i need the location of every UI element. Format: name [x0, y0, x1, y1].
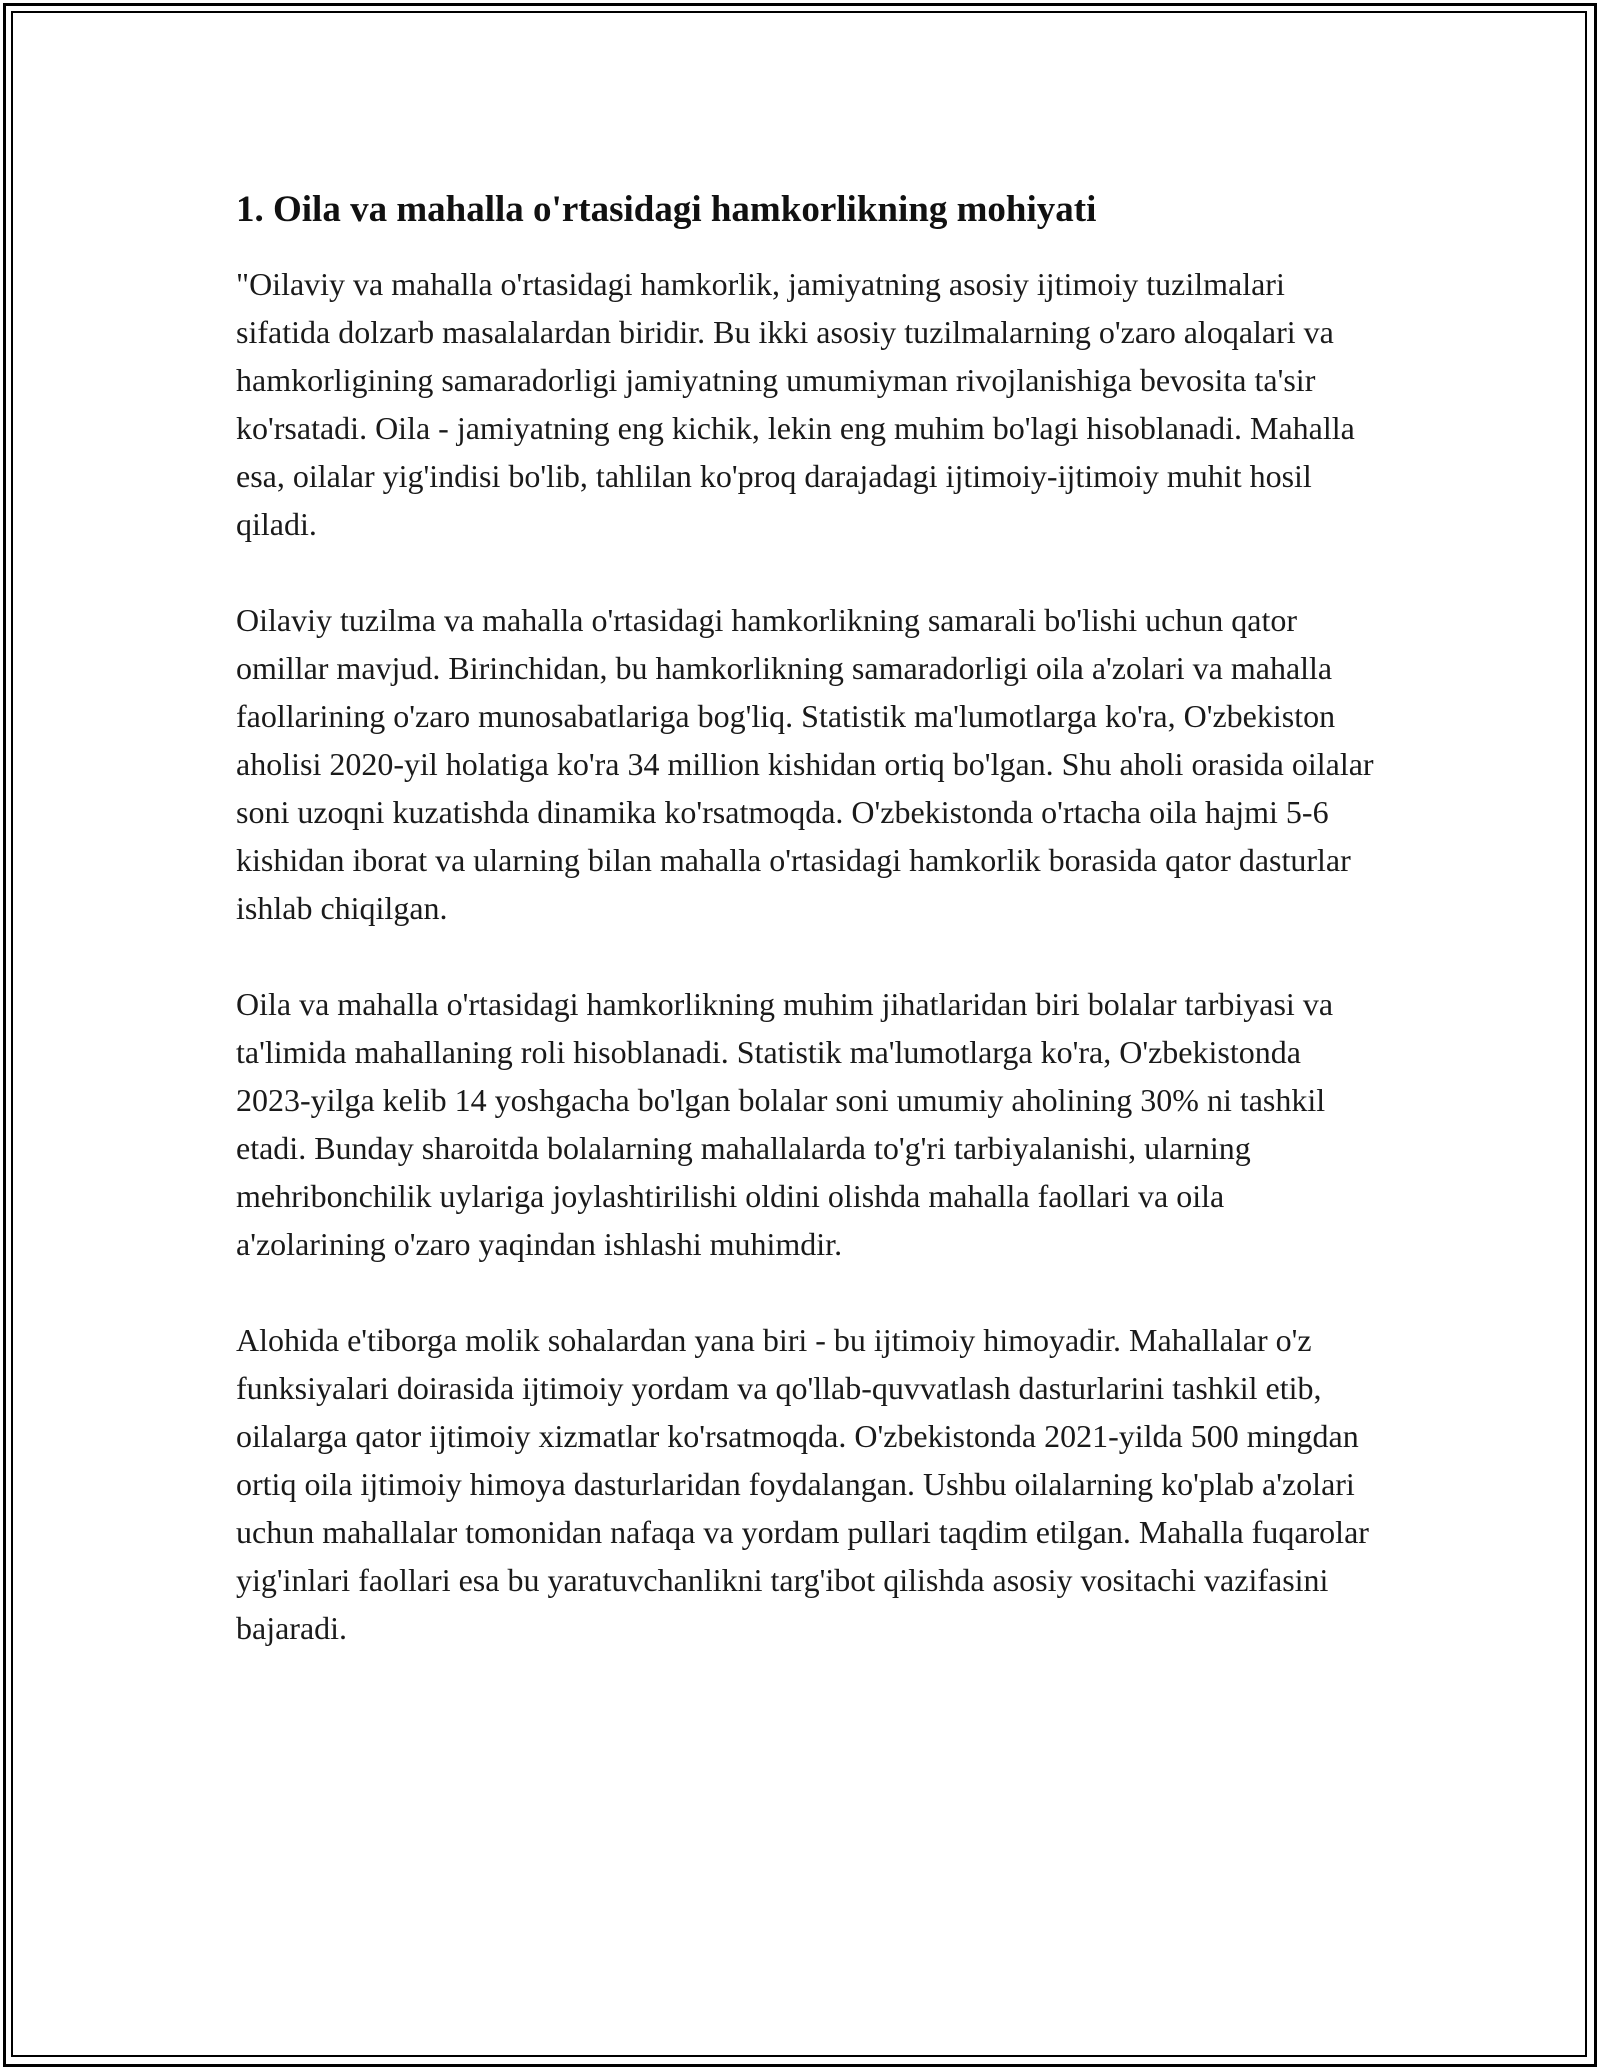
paragraph-3: Oila va mahalla o'rtasidagi hamkorlikning muhim jihatlaridan biri bolalar tarbiyasi va ta'limida mahallaning roli hisoblanadi. Statistik ma'lumotlarga ko'ra, O'zbekistonda 2023-yilga kelib 14 yoshgacha bo'lgan bolalar soni umumiy aholining 30% ni tashkil etadi. Bunday sharoitda bolalarning mahallalarda to'g'ri tarbiyalanishi, ularning mehribonchilik uylariga joylashtirilishi oldini olishda mahalla faollari va oila a'zolarining o'zaro yaqindan ishlashi muhimdir. — [236, 986, 1334, 1263]
paragraph-2: Oilaviy tuzilma va mahalla o'rtasidagi hamkorlikning samarali bo'lishi uchun qator omillar mavjud. Birinchidan, bu hamkorlikning samaradorligi oila a'zolari va mahalla faollarining o'zaro munosabatlariga bog'liq. Statistik ma'lumotlarga ko'ra, O'zbekiston aholisi 2020-yil holatiga ko'ra 34 million kishidan ortiq bo'lgan. Shu aholi orasida oilalar soni uzoqni kuzatishda dinamika ko'rsatmoqda. O'zbekistonda o'rtacha oila hajmi 5-6 kishidan iborat va ularning bilan mahalla o'rtasidagi hamkorlik borasida qator dasturlar ishlab chiqilgan. — [236, 602, 1374, 927]
paragraph-1: "Oilaviy va mahalla o'rtasidagi hamkorlik, jamiyatning asosiy ijtimoiy tuzilmalari sifatida dolzarb masalalardan biridir. Bu ikki asosiy tuzilmalarning o'zaro aloqalari va hamkorligining samaradorligi jamiyatning umumiyman rivojlanishiga bevosita ta'sir ko'rsatadi. Oila - jamiyatning eng kichik, lekin eng muhim bo'lagi hisoblanadi. Mahalla esa, oilalar yig'indisi bo'lib, tahlilan ko'proq darajadagi ijtimoiy-ijtimoiy muhit hosil qiladi. — [236, 266, 1355, 543]
document-body — [236, 186, 1376, 1700]
paragraph-4: Alohida e'tiborga molik sohalardan yana biri - bu ijtimoiy himoyadir. Mahallalar o'z funksiyalari doirasida ijtimoiy yordam va qo'llab-quvvatlash dasturlarini tashkil etib, oilalarga qator ijtimoiy xizmatlar ko'rsatmoqda. O'zbekistonda 2021-yilda 500 mingdan ortiq oila ijtimoiy himoya dasturlaridan foydalangan. Ushbu oilalarning ko'plab a'zolari uchun mahallalar tomonidan nafaqa va yordam pullari taqdim etilgan. Mahalla fuqarolar yig'inlari faollari esa bu yaratuvchanlikni targ'ibot qilishda asosiy vositachi vazifasini bajaradi. — [236, 1322, 1369, 1647]
section-title: 1. Oila va mahalla o'rtasidagi hamkorlikning mohiyati — [236, 189, 1097, 230]
